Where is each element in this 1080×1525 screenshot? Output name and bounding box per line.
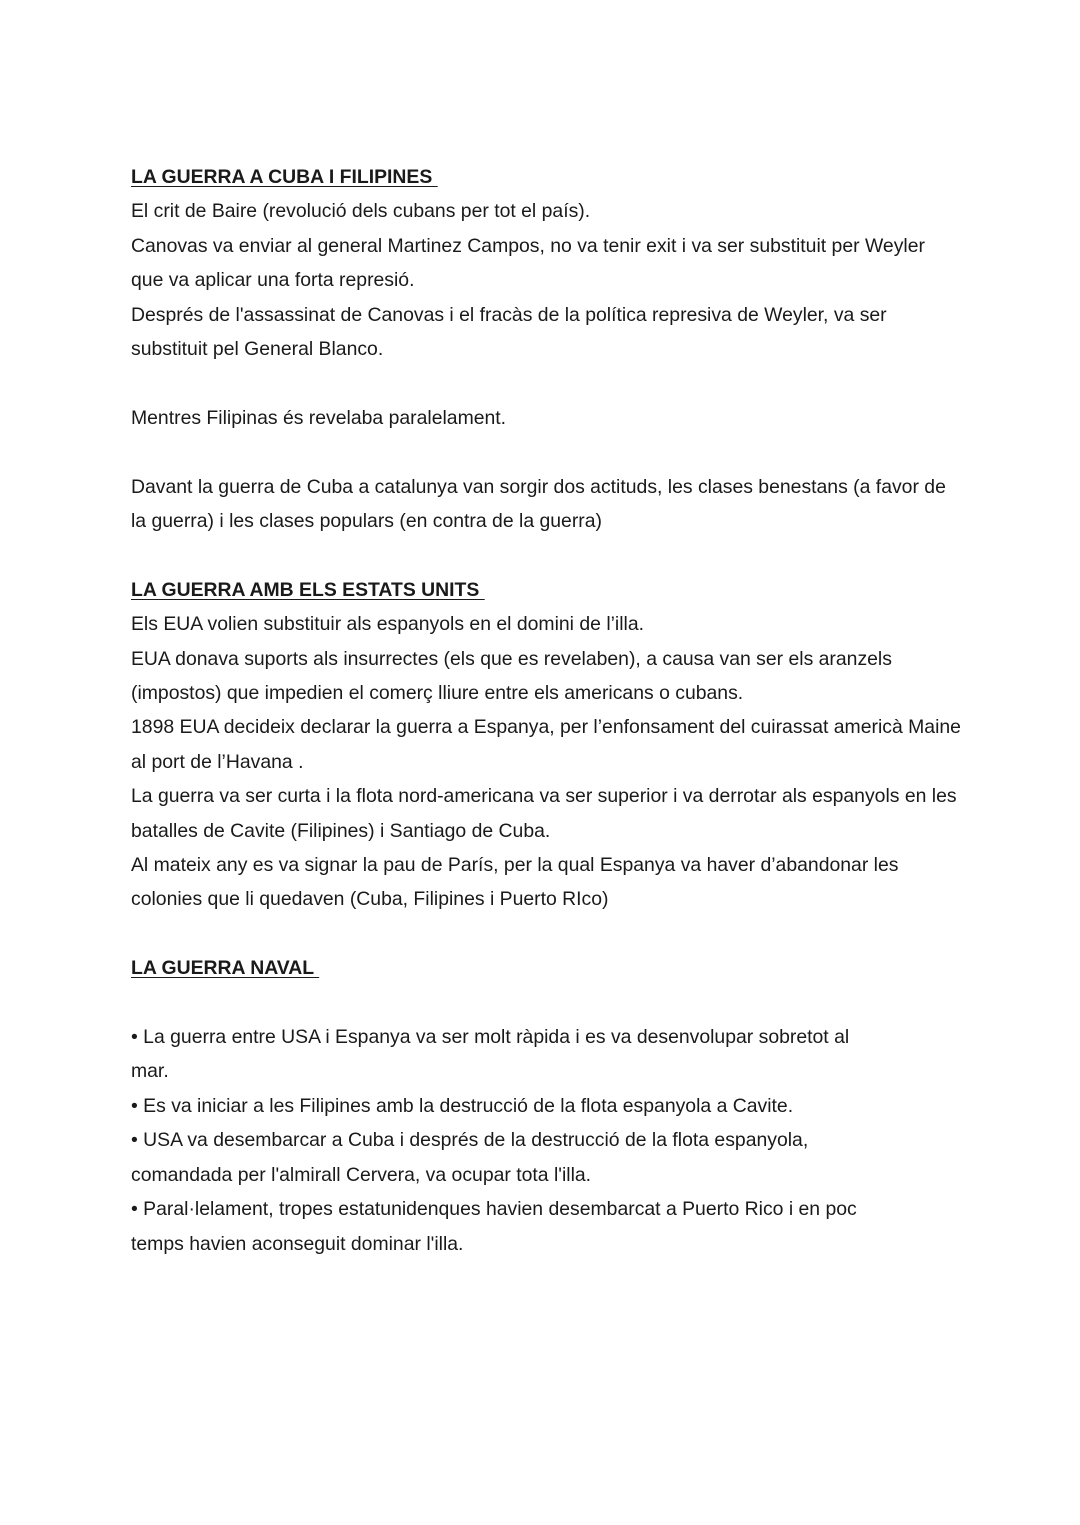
spacer — [131, 538, 961, 572]
bullet-text: • La guerra entre USA i Espanya va ser molt ràpida i es va desenvolupar sobretot al mar. — [131, 1026, 850, 1083]
spacer — [131, 366, 961, 400]
paragraph: 1898 EUA decideix declarar la guerra a Espanya, per l’enfonsament del cuirassat americà Maine al port de l’Havana . — [131, 716, 961, 773]
bullet-item — [131, 1192, 961, 1261]
spacer — [131, 435, 961, 469]
section-heading: LA GUERRA NAVAL — [131, 957, 320, 980]
spacer — [131, 917, 961, 951]
paragraph: Mentres Filipinas és revelaba paralelament. — [131, 406, 507, 429]
paragraph: La guerra va ser curta i la flota nord-americana va ser superior i va derrotar als espanyols en les batalles de Cavite (Filipines) i Santiago de Cuba. — [131, 785, 957, 842]
bullet-item — [131, 1020, 961, 1089]
document-page — [131, 160, 961, 1261]
bullet-text: • USA va desembarcar a Cuba i després de la destrucció de la flota espanyola, comandada per l'almirall Cervera, va ocupar tota l'illa. — [131, 1129, 809, 1186]
bullet-text: • Es va iniciar a les Filipines amb la destrucció de la flota espanyola a Cavite. — [131, 1094, 794, 1117]
bullet-list — [131, 1020, 961, 1261]
paragraph: Al mateix any es va signar la pau de París, per la qual Espanya va haver d’abandonar les colonies que li quedaven (Cuba, Filipines i Puerto RIco) — [131, 854, 899, 911]
paragraph: Després de l'assassinat de Canovas i el fracàs de la política represiva de Weyler, va ser substituit pel General Blanco. — [131, 303, 887, 361]
paragraph: Davant la guerra de Cuba a catalunya van sorgir dos actituds, les clases benestans (a favor de la guerra) i les clases populars (en contra de la guerra) — [131, 475, 946, 533]
section-cuba-filipines — [131, 160, 961, 538]
paragraph: Els EUA volien substituir als espanyols en el domini de l’illa. — [131, 613, 645, 636]
section-heading: LA GUERRA AMB ELS ESTATS UNITS — [131, 578, 485, 601]
paragraph: Canovas va enviar al general Martinez Campos, no va tenir exit i va ser substituit per Weyler que va aplicar una forta represió. — [131, 234, 925, 292]
bullet-item — [131, 1123, 961, 1192]
spacer — [131, 986, 961, 1020]
bullet-text: • Paral·lelament, tropes estatunidenques havien desembarcat a Puerto Rico i en poc temps havien aconseguit dominar l'illa. — [131, 1198, 857, 1255]
section-guerra-naval — [131, 951, 961, 1261]
bullet-item — [131, 1089, 961, 1123]
section-estats-units — [131, 573, 961, 917]
paragraph: EUA donava suports als insurrectes (els que es revelaben), a causa van ser els aranzels (impostos) que impedien el comerç lliure entre els americans o cubans. — [131, 647, 892, 705]
section-heading: LA GUERRA A CUBA I FILIPINES — [131, 166, 438, 188]
paragraph: El crit de Baire (revolució dels cubans per tot el país). — [131, 200, 591, 223]
